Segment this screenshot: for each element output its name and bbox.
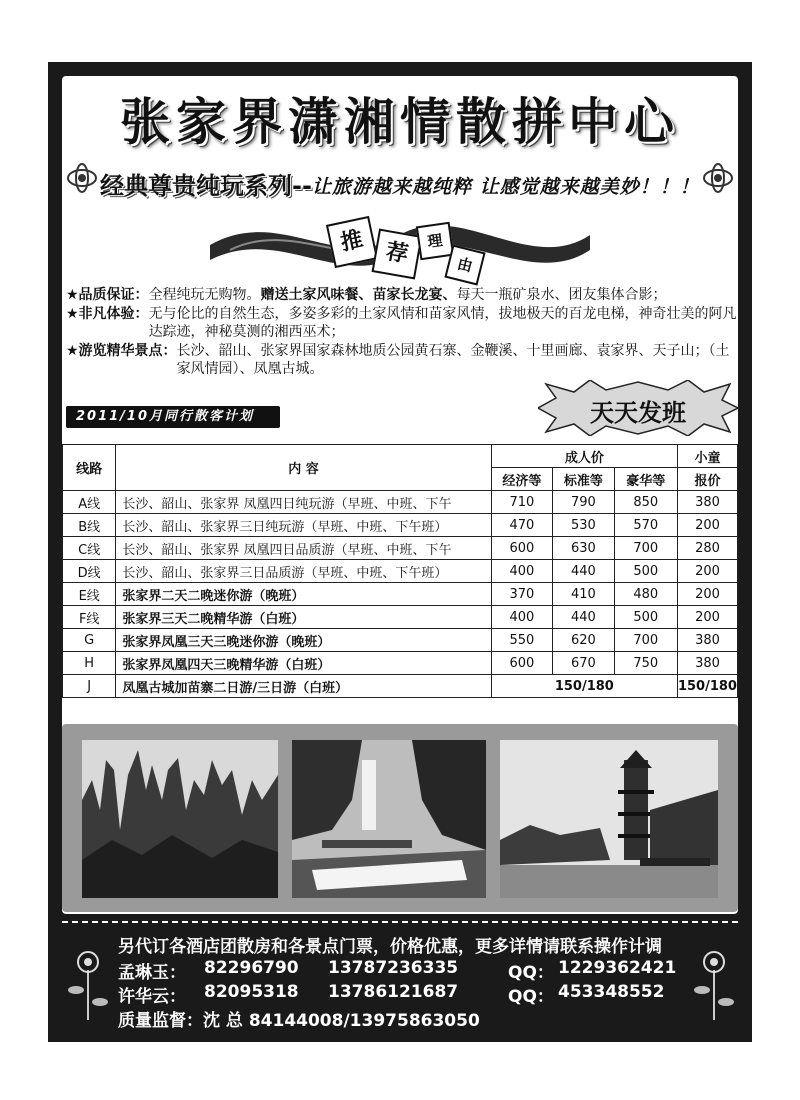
price-deluxe: 750 — [614, 652, 677, 675]
price-standard: 620 — [553, 629, 614, 652]
feature-label: ★游览精华景点： — [66, 342, 177, 359]
price-child: 200 — [677, 606, 737, 629]
plan-tag: 2011/10月同行散客计划 — [66, 406, 280, 428]
left-ornament-icon — [64, 160, 100, 196]
header-economy: 经济等 — [491, 468, 552, 491]
photo-waterfall — [292, 740, 486, 898]
route-content: 张家界三天二晚精华游（白班） — [116, 606, 491, 629]
slogan: 让旅游越来越纯粹 让感觉越来越美妙！！！ — [312, 176, 700, 198]
contact-mobile: 13787236335 — [328, 958, 459, 978]
daily-badge: 天天发班 — [590, 399, 686, 427]
feature-label: ★品质保证： — [66, 287, 149, 303]
line-id: J — [63, 675, 116, 698]
price-deluxe: 850 — [614, 491, 677, 514]
route-content: 长沙、韶山、张家界 凤凰四日纯玩游（早班、中班、下午 — [116, 491, 491, 514]
line-id: C线 — [63, 537, 116, 560]
contact-supervisor: 质量监督：沈 总 84144008/13975863050 — [118, 1011, 480, 1031]
price-economy: 370 — [491, 583, 552, 606]
contact-name: 孟琳玉： — [118, 963, 186, 983]
route-content: 张家界凤凰三天三晚迷你游（晚班） — [116, 629, 491, 652]
right-ornament-icon — [700, 160, 736, 196]
line-id: A线 — [63, 491, 116, 514]
route-table — [62, 444, 738, 698]
contact-qq-label: QQ： — [508, 987, 554, 1007]
contact-qq: 1229362421 — [558, 958, 677, 978]
feature-list — [66, 286, 738, 379]
price-economy: 710 — [491, 491, 552, 514]
table-row — [63, 675, 738, 698]
price-child: 150/180 — [677, 675, 737, 698]
price-child: 200 — [677, 560, 737, 583]
table-row — [63, 583, 738, 606]
stamp-recommend-1: 推 — [326, 216, 378, 268]
contact-qq-label: QQ： — [508, 963, 554, 983]
line-id: D线 — [63, 560, 116, 583]
price-deluxe: 500 — [614, 606, 677, 629]
line-id: G — [63, 629, 116, 652]
price-standard: 440 — [553, 560, 614, 583]
photo-pagoda-town — [500, 740, 718, 898]
header-content: 内 容 — [116, 445, 491, 491]
feature-text: 无与伦比的自然生态，多姿多彩的土家风情和苗家风情，拔地极天的百龙电梯，神奇壮美的阿凡达踪迹，神秘莫测的湘西巫术； — [148, 305, 737, 340]
feature-text-post: 每天一瓶矿泉水、团友集体合影； — [456, 287, 667, 303]
contact-name: 许华云： — [118, 987, 186, 1007]
table-row — [63, 606, 738, 629]
price-standard: 670 — [553, 652, 614, 675]
price-child: 200 — [677, 583, 737, 606]
price-deluxe: 700 — [614, 629, 677, 652]
route-content: 凤凰古城加苗寨二日游/三日游（白班） — [116, 675, 491, 698]
feature-text-pre: 全程纯玩无购物。 — [148, 287, 261, 303]
feature-experience — [66, 305, 738, 342]
contact-mobile: 13786121687 — [328, 982, 459, 1002]
stamp-recommend-3: 理 — [416, 222, 454, 260]
contact-qq: 453348552 — [558, 982, 665, 1002]
header-child-top: 小童 — [677, 445, 737, 468]
left-flower-icon — [64, 940, 112, 1020]
price-child: 280 — [677, 537, 737, 560]
line-id: F线 — [63, 606, 116, 629]
table-row — [63, 560, 738, 583]
price-standard: 410 — [553, 583, 614, 606]
route-content: 长沙、韶山、张家界三日纯玩游（早班、中班、下午班） — [116, 514, 491, 537]
right-flower-icon — [690, 940, 738, 1020]
header-adult: 成人价 — [491, 445, 677, 468]
contact-tel: 82095318 — [204, 982, 299, 1002]
price-standard: 530 — [553, 514, 614, 537]
line-id: H — [63, 652, 116, 675]
page-title: 张家界潇湘情散拼中心 — [120, 93, 680, 151]
route-content: 张家界凤凰四天三晚精华游（白班） — [116, 652, 491, 675]
feature-text — [149, 286, 738, 305]
price-deluxe: 480 — [614, 583, 677, 606]
feature-quality — [66, 286, 738, 305]
feature-text-highlight: 赠送土家风味餐、苗家长龙宴、 — [260, 287, 457, 303]
price-standard: 440 — [553, 606, 614, 629]
price-economy: 550 — [491, 629, 552, 652]
header-deluxe: 豪华等 — [614, 468, 677, 491]
series-title: 经典尊贵纯玩系列-- — [100, 172, 312, 200]
stamp-recommend-4: 由 — [444, 244, 485, 285]
price-economy: 600 — [491, 652, 552, 675]
table-row — [63, 491, 738, 514]
price-deluxe: 570 — [614, 514, 677, 537]
feature-label: ★非凡体验： — [66, 305, 149, 322]
line-id: B线 — [63, 514, 116, 537]
stamp-recommend-2: 荐 — [372, 229, 423, 280]
price-economy: 400 — [491, 560, 552, 583]
header-standard: 标准等 — [553, 468, 614, 491]
contact-tel: 82296790 — [204, 958, 299, 978]
route-content: 长沙、韶山、张家界 凤凰四日品质游（早班、中班、下午 — [116, 537, 491, 560]
price-child: 380 — [677, 491, 737, 514]
section-divider — [62, 921, 738, 923]
price-deluxe: 500 — [614, 560, 677, 583]
header-child-bottom: 报价 — [677, 468, 737, 491]
contact-intro: 另代订各酒店团散房和各景点门票，价格优惠，更多详情请联系操作计调 — [118, 937, 662, 957]
route-content: 张家界二天二晚迷你游（晚班） — [116, 583, 491, 606]
route-content: 长沙、韶山、张家界三日品质游（早班、中班、下午班） — [116, 560, 491, 583]
price-standard: 630 — [553, 537, 614, 560]
price-economy: 600 — [491, 537, 552, 560]
price-combined: 150/180 — [491, 675, 677, 698]
price-child: 380 — [677, 652, 737, 675]
table-row — [63, 652, 738, 675]
price-deluxe: 700 — [614, 537, 677, 560]
table-row — [63, 537, 738, 560]
feature-sights — [66, 342, 738, 379]
feature-text: 长沙、韶山、张家界国家森林地质公园黄石寨、金鞭溪、十里画廊、袁家界、天子山；（土家风情园）、凤凰古城。 — [176, 342, 730, 377]
contact-section — [62, 928, 738, 1036]
line-id: E线 — [63, 583, 116, 606]
table-row — [63, 514, 738, 537]
photo-stone-pillars — [82, 740, 278, 898]
price-standard: 790 — [553, 491, 614, 514]
price-economy: 470 — [491, 514, 552, 537]
price-child: 200 — [677, 514, 737, 537]
table-row — [63, 629, 738, 652]
price-economy: 400 — [491, 606, 552, 629]
header-line: 线路 — [63, 445, 116, 491]
price-child: 380 — [677, 629, 737, 652]
